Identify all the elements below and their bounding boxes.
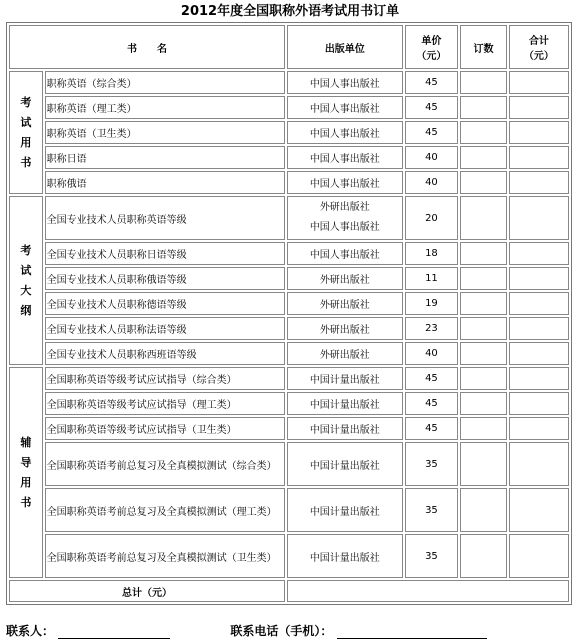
subtotal-cell[interactable] xyxy=(509,392,569,415)
publisher-cell xyxy=(287,242,403,265)
price-cell: 45 xyxy=(405,392,459,415)
subtotal-cell[interactable] xyxy=(509,488,569,532)
publisher-cell xyxy=(287,367,403,390)
price-cell: 45 xyxy=(405,367,459,390)
contact-phone-field[interactable] xyxy=(337,626,487,639)
publisher-cell xyxy=(287,488,403,532)
publisher-name: 中国计量出版社 xyxy=(309,552,380,564)
book-name: 全国职称英语等级考试应试指导（综合类） xyxy=(45,367,285,390)
book-name: 职称英语（卫生类） xyxy=(45,121,285,144)
category-char: 书 xyxy=(20,155,32,169)
price-cell: 40 xyxy=(405,342,459,365)
qty-input-cell[interactable] xyxy=(460,196,507,240)
book-name: 职称俄语 xyxy=(45,171,285,194)
qty-input-cell[interactable] xyxy=(460,71,507,94)
category-cell xyxy=(9,71,43,194)
qty-input-cell[interactable] xyxy=(460,146,507,169)
book-name: 全国职称英语等级考试应试指导（理工类） xyxy=(45,392,285,415)
book-name: 职称英语（综合类） xyxy=(45,71,285,94)
table-row xyxy=(9,342,569,365)
subtotal-cell[interactable] xyxy=(509,317,569,340)
book-name: 全国专业技术人员职称西班语等级 xyxy=(45,342,285,365)
contact-person-field[interactable] xyxy=(58,626,170,639)
book-name: 全国职称英语考前总复习及全真模拟测试（综合类） xyxy=(45,442,285,486)
qty-input-cell[interactable] xyxy=(460,292,507,315)
price-cell: 35 xyxy=(405,534,459,578)
subtotal-cell[interactable] xyxy=(509,442,569,486)
publisher-name: 中国人事出版社 xyxy=(309,179,380,190)
book-name: 职称英语（理工类） xyxy=(45,96,285,119)
qty-input-cell[interactable] xyxy=(460,242,507,265)
category-char: 辅 xyxy=(20,435,32,449)
category-char: 用 xyxy=(20,475,32,489)
subtotal-cell[interactable] xyxy=(509,367,569,390)
price-cell: 11 xyxy=(405,267,459,290)
header-qty: 订数 xyxy=(460,25,507,69)
category-cell xyxy=(9,367,43,578)
category-char: 纲 xyxy=(20,303,32,317)
publisher-cell xyxy=(287,417,403,440)
table-row xyxy=(9,367,569,390)
publisher-name: 中国人事出版社 xyxy=(309,79,380,90)
publisher-cell xyxy=(287,196,403,240)
publisher-name: 外研出版社 xyxy=(319,202,370,213)
qty-input-cell[interactable] xyxy=(460,417,507,440)
contact-line xyxy=(6,622,576,639)
subtotal-cell[interactable] xyxy=(509,342,569,365)
table-row xyxy=(9,317,569,340)
category-char: 试 xyxy=(20,263,32,277)
header-name: 书 名 xyxy=(9,25,285,69)
price-cell: 19 xyxy=(405,292,459,315)
book-name: 职称日语 xyxy=(45,146,285,169)
publisher-cell xyxy=(287,71,403,94)
header-price-line1: 单价 xyxy=(421,36,442,47)
publisher-cell xyxy=(287,292,403,315)
subtotal-cell[interactable] xyxy=(509,534,569,578)
category-char: 用 xyxy=(20,135,32,149)
publisher-cell xyxy=(287,342,403,365)
subtotal-cell[interactable] xyxy=(509,267,569,290)
price-cell: 45 xyxy=(405,96,459,119)
table-row xyxy=(9,267,569,290)
publisher-name: 中国计量出版社 xyxy=(309,460,380,472)
category-char: 大 xyxy=(20,283,32,297)
subtotal-cell[interactable] xyxy=(509,121,569,144)
publisher-name: 外研出版社 xyxy=(319,300,370,311)
publisher-name: 中国计量出版社 xyxy=(309,400,380,411)
book-name: 全国职称英语考前总复习及全真模拟测试（理工类） xyxy=(45,488,285,532)
category-char: 导 xyxy=(20,455,32,469)
header-price xyxy=(405,25,459,69)
publisher-name: 中国人事出版社 xyxy=(309,104,380,115)
table-row xyxy=(9,171,569,194)
table-row xyxy=(9,96,569,119)
price-cell: 23 xyxy=(405,317,459,340)
book-name: 全国专业技术人员职称日语等级 xyxy=(45,242,285,265)
subtotal-cell[interactable] xyxy=(509,417,569,440)
publisher-cell xyxy=(287,96,403,119)
table-row xyxy=(9,442,569,486)
table-row xyxy=(9,488,569,532)
price-cell: 35 xyxy=(405,442,459,486)
table-row xyxy=(9,71,569,94)
publisher-cell xyxy=(287,146,403,169)
publisher-name: 中国计量出版社 xyxy=(309,506,380,518)
table-row xyxy=(9,242,569,265)
publisher-name: 中国人事出版社 xyxy=(309,129,380,140)
table-row xyxy=(9,534,569,578)
book-name: 全国专业技术人员职称法语等级 xyxy=(45,317,285,340)
subtotal-cell[interactable] xyxy=(509,96,569,119)
qty-input-cell[interactable] xyxy=(460,367,507,390)
book-name: 全国职称英语考前总复习及全真模拟测试（卫生类） xyxy=(45,534,285,578)
publisher-cell xyxy=(287,442,403,486)
category-char: 试 xyxy=(20,115,32,129)
qty-input-cell[interactable] xyxy=(460,171,507,194)
subtotal-cell[interactable] xyxy=(509,292,569,315)
category-cell xyxy=(9,196,43,365)
table-row xyxy=(9,196,569,240)
table-row xyxy=(9,392,569,415)
book-name: 全国专业技术人员职称英语等级 xyxy=(45,196,285,240)
price-cell: 35 xyxy=(405,488,459,532)
table-row xyxy=(9,121,569,144)
header-price-line2: （元） xyxy=(416,51,447,62)
subtotal-cell[interactable] xyxy=(509,146,569,169)
qty-input-cell[interactable] xyxy=(460,121,507,144)
book-name: 全国专业技术人员职称俄语等级 xyxy=(45,267,285,290)
publisher-cell xyxy=(287,317,403,340)
total-value-cell[interactable] xyxy=(287,580,569,602)
page-title: 2012年度全国职称外语考试用书订单 xyxy=(180,4,400,19)
publisher-cell xyxy=(287,171,403,194)
publisher-name: 中国人事出版社 xyxy=(309,250,380,261)
qty-input-cell[interactable] xyxy=(460,342,507,365)
contact-person-label: 联系人： xyxy=(6,624,55,638)
book-name: 全国专业技术人员职称德语等级 xyxy=(45,292,285,315)
header-total xyxy=(509,25,569,69)
publisher-cell xyxy=(287,392,403,415)
publisher-name: 外研出版社 xyxy=(319,350,370,361)
table-row xyxy=(9,146,569,169)
publisher-cell xyxy=(287,267,403,290)
qty-input-cell[interactable] xyxy=(460,488,507,532)
publisher-name: 外研出版社 xyxy=(319,275,370,286)
header-publisher: 出版单位 xyxy=(287,25,403,69)
publisher-name: 中国人事出版社 xyxy=(309,222,380,233)
table-row xyxy=(9,417,569,440)
category-char: 考 xyxy=(20,95,32,109)
publisher-cell xyxy=(287,121,403,144)
total-row xyxy=(9,580,569,602)
qty-input-cell[interactable] xyxy=(460,392,507,415)
publisher-name: 中国计量出版社 xyxy=(309,375,380,386)
contact-phone-label: 联系电话（手机）： xyxy=(230,624,333,638)
price-cell: 45 xyxy=(405,121,459,144)
price-cell: 40 xyxy=(405,146,459,169)
price-cell: 45 xyxy=(405,71,459,94)
subtotal-cell[interactable] xyxy=(509,196,569,240)
qty-input-cell[interactable] xyxy=(460,442,507,486)
subtotal-cell[interactable] xyxy=(509,71,569,94)
qty-input-cell[interactable] xyxy=(460,534,507,578)
header-total-line1: 合计 xyxy=(528,36,549,47)
qty-input-cell[interactable] xyxy=(460,317,507,340)
price-cell: 20 xyxy=(405,196,459,240)
publisher-name: 外研出版社 xyxy=(319,325,370,336)
header-row xyxy=(9,25,569,69)
subtotal-cell[interactable] xyxy=(509,171,569,194)
book-name: 全国职称英语等级考试应试指导（卫生类） xyxy=(45,417,285,440)
price-cell: 18 xyxy=(405,242,459,265)
category-char: 书 xyxy=(20,495,32,509)
price-cell: 40 xyxy=(405,171,459,194)
qty-input-cell[interactable] xyxy=(460,96,507,119)
table-row xyxy=(9,292,569,315)
subtotal-cell[interactable] xyxy=(509,242,569,265)
header-total-line2: （元） xyxy=(523,51,554,62)
qty-input-cell[interactable] xyxy=(460,267,507,290)
category-char: 考 xyxy=(20,243,32,257)
publisher-cell xyxy=(287,534,403,578)
price-cell: 45 xyxy=(405,417,459,440)
publisher-name: 中国人事出版社 xyxy=(309,154,380,165)
order-table xyxy=(6,22,572,605)
total-label: 总计（元） xyxy=(9,580,285,602)
publisher-name: 中国计量出版社 xyxy=(309,425,380,436)
